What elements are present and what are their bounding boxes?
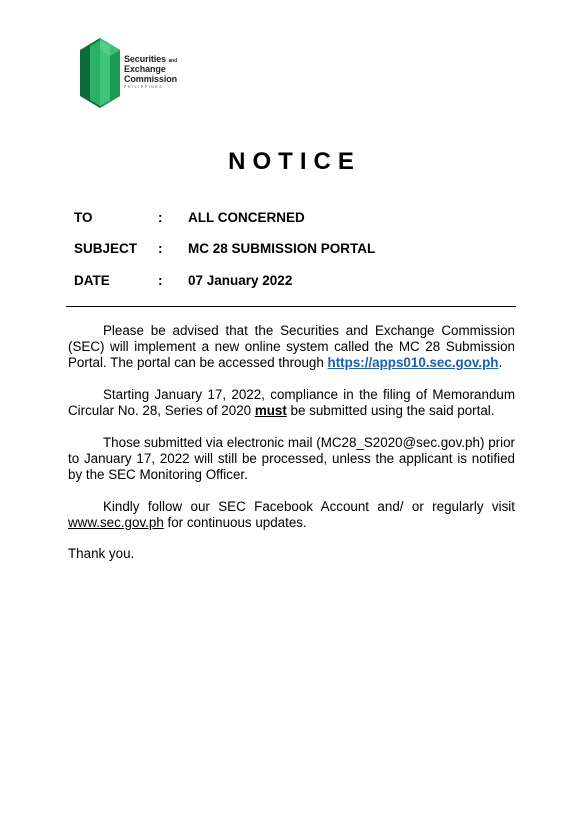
logo-wordmark: [124, 55, 199, 90]
meta-colon: :: [158, 241, 163, 256]
paragraph-text: Starting January 17, 2022, compliance in the filing of Memorandum Circular No. 28, Series of 2020: [68, 387, 515, 418]
closing-text: Thank you.: [68, 546, 135, 561]
paragraph-2: [68, 387, 515, 419]
paragraph-3: [68, 435, 515, 483]
portal-link[interactable]: https://apps010.sec.gov.ph: [327, 355, 499, 370]
emphasis-must: must: [254, 403, 287, 418]
meta-label: DATE: [74, 273, 110, 288]
meta-value: MC 28 SUBMISSION PORTAL: [188, 241, 376, 256]
closing: [68, 546, 515, 562]
meta-label: SUBJECT: [74, 241, 138, 256]
logo-line3: Commission: [124, 74, 178, 84]
meta-colon: :: [158, 210, 163, 225]
logo-line1-small: and: [168, 58, 178, 64]
website-link[interactable]: www.sec.gov.ph: [68, 515, 164, 530]
sec-emblem-icon: [76, 36, 126, 110]
meta-label: TO: [74, 210, 93, 225]
meta-value: ALL CONCERNED: [188, 210, 305, 225]
logo-line4: PHILIPPINES: [124, 85, 164, 89]
meta-colon: :: [158, 273, 163, 288]
paragraph-1: [68, 323, 515, 371]
paragraph-text: Please be advised that the Securities and Exchange Commission (SEC) will implement a new online system called the MC 28 Submission Portal. The portal can be accessed through: [68, 323, 515, 370]
page-title: NOTICE: [228, 148, 361, 175]
paragraph-text: be submitted using the said portal.: [286, 403, 495, 418]
divider: [66, 306, 516, 307]
paragraph-4: [68, 499, 515, 531]
logo-line2: Exchange: [124, 64, 166, 74]
logo-line1: Securities: [124, 54, 167, 64]
paragraph-text: Kindly follow our SEC Facebook Account and/ or regularly visit: [103, 499, 515, 514]
paragraph-text: .: [498, 355, 503, 370]
paragraph-text: for continuous updates.: [163, 515, 307, 530]
paragraph-text: Those submitted via electronic mail (MC28_S2020@sec.gov.ph) prior to January 17, 2022 will still be processed, unless the applicant is notified by the SEC Monitoring Officer.: [68, 435, 515, 482]
sec-logo: [76, 36, 196, 110]
meta-value: 07 January 2022: [188, 273, 293, 288]
